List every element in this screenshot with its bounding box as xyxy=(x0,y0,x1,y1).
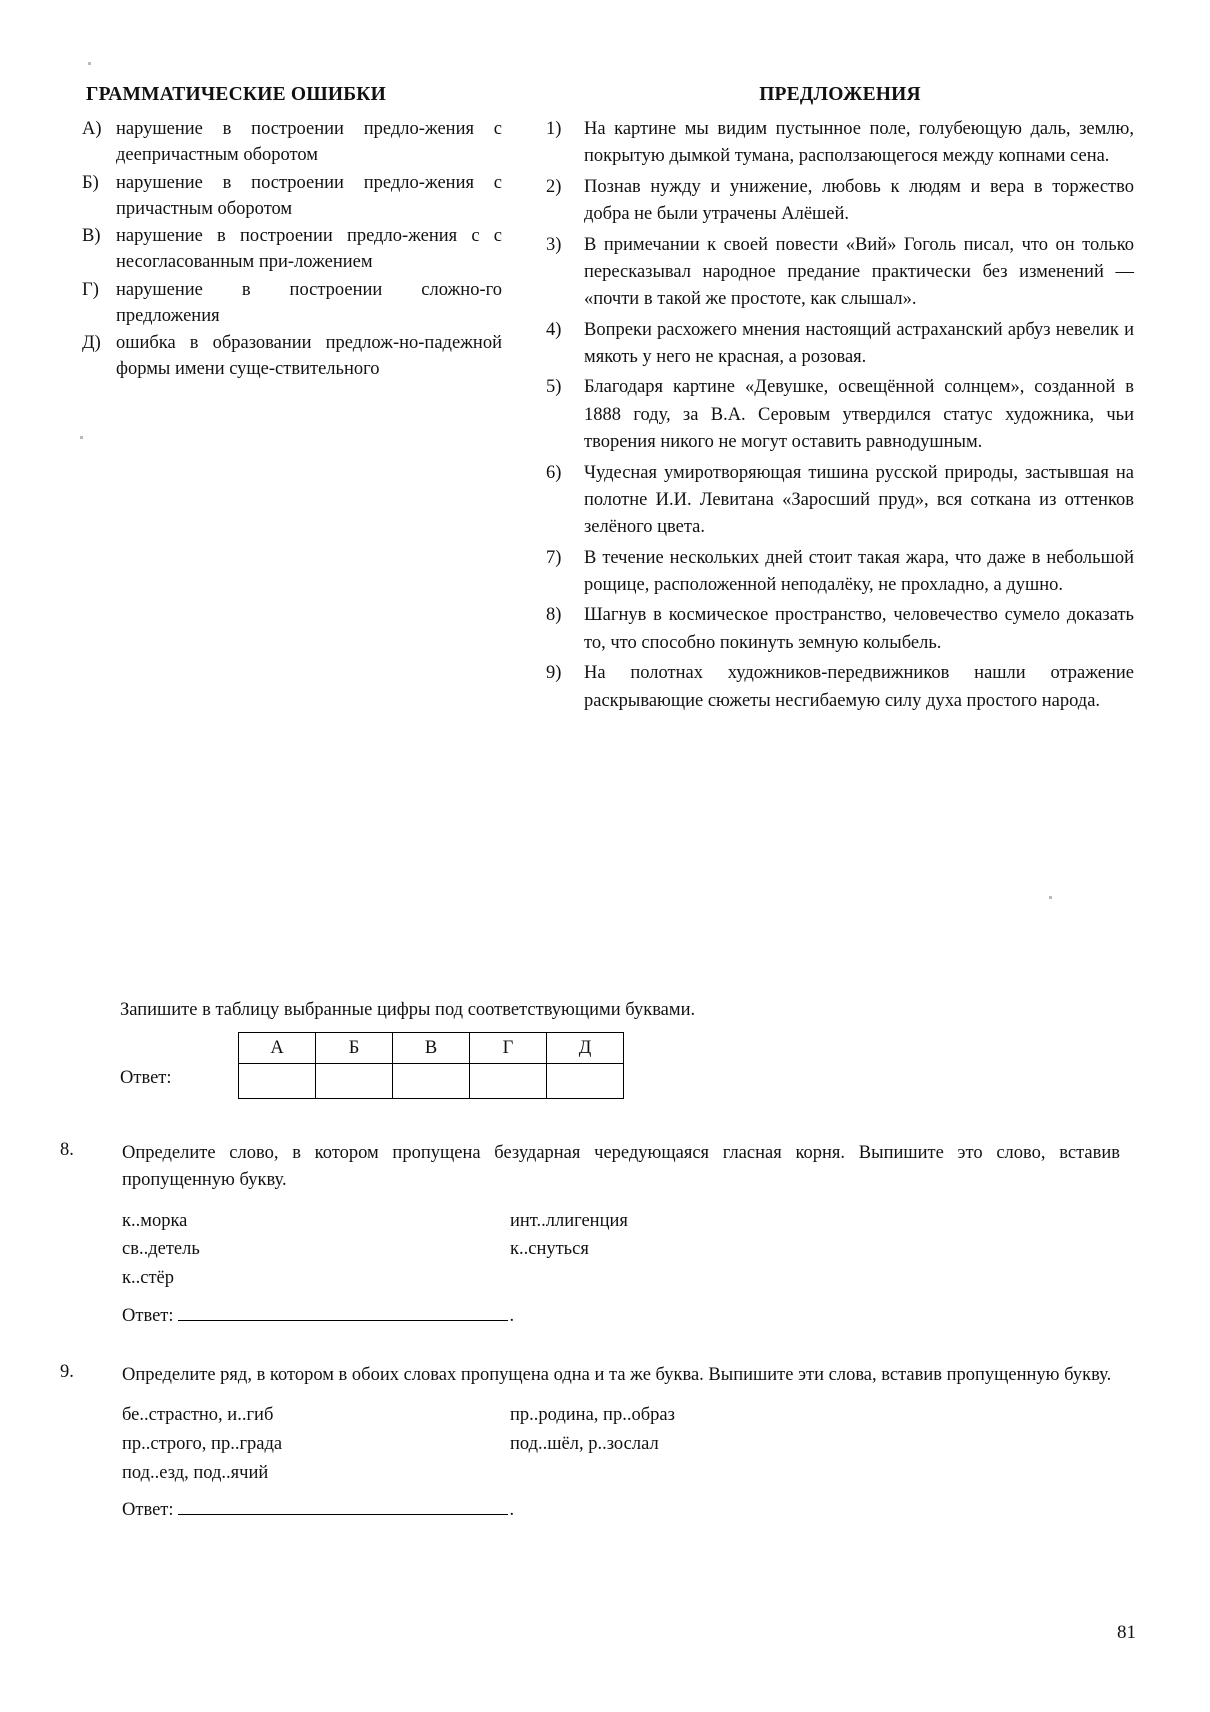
sentences-list xyxy=(546,116,1134,715)
answer-period: . xyxy=(509,1305,515,1326)
item-text: В примечании к своей повести «Вий» Гоголь писал, что он только пересказывал народное предание практически без изменений — «почти в такой же простоте, как слышал». xyxy=(584,234,1134,310)
item-marker: Б) xyxy=(82,172,99,193)
list-item xyxy=(546,460,1134,542)
item-marker: А) xyxy=(82,119,102,139)
list-item xyxy=(82,277,502,330)
answer-period: . xyxy=(509,1500,515,1521)
grammatical-errors-heading: ГРАММАТИЧЕСКИЕ ОШИБКИ xyxy=(86,84,386,105)
list-item xyxy=(546,545,1134,600)
list-item xyxy=(82,170,502,223)
table-row xyxy=(239,1033,624,1064)
word-item: бе..страстно, и..гиб xyxy=(122,1405,274,1426)
table-header-cell: Б xyxy=(316,1033,393,1064)
task-8-number: 8. xyxy=(60,1140,74,1160)
item-text: Познав нужду и унижение, любовь к людям и вера в торжество добра не были утрачены Алёшей. xyxy=(584,176,1134,225)
item-marker: 1) xyxy=(546,119,562,139)
answer-cell[interactable] xyxy=(316,1064,393,1099)
answer-cell[interactable] xyxy=(239,1064,316,1099)
answer-cell[interactable] xyxy=(393,1064,470,1099)
item-text: В течение нескольких дней стоит такая жара, что даже в небольшой рощице, расположенной неподалёку, не прохладно, а душно. xyxy=(584,547,1134,595)
word-item: инт..ллигенция xyxy=(510,1210,628,1231)
task-7-answer-block xyxy=(120,1032,624,1099)
word-item: пр..родина, пр..образ xyxy=(510,1405,675,1426)
task-9-answer-line xyxy=(122,1497,1120,1524)
item-marker: 7) xyxy=(546,547,562,568)
item-marker: 2) xyxy=(546,176,562,197)
word-item: пр..строго, пр..града xyxy=(122,1434,283,1455)
answer-label: Ответ: xyxy=(122,1305,174,1326)
task-9-number: 9. xyxy=(60,1362,74,1382)
grammatical-errors-list xyxy=(82,116,502,383)
task-8 xyxy=(60,1140,1120,1330)
table-header-cell: Д xyxy=(547,1033,624,1064)
item-marker: 4) xyxy=(546,319,562,340)
list-item xyxy=(82,223,502,276)
task-7 xyxy=(82,84,1134,718)
item-marker: В) xyxy=(82,226,101,247)
word-item: к..морка xyxy=(122,1210,188,1231)
answer-label: Ответ: xyxy=(122,1500,174,1521)
item-marker: Д) xyxy=(82,333,101,354)
grammatical-errors-column xyxy=(82,84,502,384)
list-item xyxy=(546,660,1134,715)
table-row xyxy=(239,1064,624,1099)
item-text: ошибка в образовании предлож-но-падежной формы имени суще-ствительного xyxy=(116,333,502,380)
task-8-answer-line xyxy=(122,1303,1120,1330)
item-text: Чудесная умиротворяющая тишина русской природы, застывшая на полотне И.И. Левитана «Заросший пруд», вся соткана из оттенков зелёного цвета. xyxy=(584,462,1134,538)
task-8-stem: Определите слово, в котором пропущена безударная чередующаяся гласная корня. Выпишите это слово, вставив пропущенную букву. xyxy=(122,1143,1120,1191)
answer-label: Ответ: xyxy=(120,1068,172,1088)
answer-cell[interactable] xyxy=(547,1064,624,1099)
word-item: к..снуться xyxy=(510,1239,589,1260)
list-item xyxy=(546,116,1134,171)
task-9-words-column-2 xyxy=(510,1401,1120,1487)
item-marker: 3) xyxy=(546,234,562,255)
item-text: На полотнах художников-передвижников нашли отражение раскрывающие сюжеты несгибаемую силу духа простого народа. xyxy=(584,663,1134,711)
list-item xyxy=(82,330,502,383)
list-item xyxy=(546,317,1134,372)
item-text: Шагнув в космическое пространство, человечество сумело доказать то, что способно покинуть земную колыбель. xyxy=(584,605,1134,653)
scan-speck xyxy=(1049,896,1052,899)
item-text: Вопреки расхожего мнения настоящий астраханский арбуз невелик и мякоть у него не красная, а розовая. xyxy=(584,319,1134,367)
item-marker: 9) xyxy=(546,663,562,684)
word-item: под..шёл, р..зослал xyxy=(510,1434,659,1455)
answer-input[interactable] xyxy=(178,1306,508,1321)
task-9-words xyxy=(122,1401,1120,1487)
item-text: нарушение в построении предло-жения с причастным оборотом xyxy=(116,172,502,219)
scan-speck xyxy=(88,62,91,65)
table-header-cell: Г xyxy=(470,1033,547,1064)
item-marker: 8) xyxy=(546,605,562,626)
sentences-heading: ПРЕДЛОЖЕНИЯ xyxy=(759,84,921,105)
answer-cell[interactable] xyxy=(470,1064,547,1099)
list-item xyxy=(546,602,1134,657)
table-header-cell: А xyxy=(239,1033,316,1064)
item-text: Благодаря картине «Девушке, освещённой солнцем», созданной в 1888 году, за В.А. Серовым утвердился статус художника, чьи творения никого не могут оставить равнодушным. xyxy=(584,377,1134,453)
list-item xyxy=(546,232,1134,314)
task-8-words xyxy=(122,1207,1120,1293)
answer-input[interactable] xyxy=(178,1500,508,1515)
page-number: 81 xyxy=(1117,1622,1136,1643)
list-item xyxy=(546,174,1134,229)
item-marker: 6) xyxy=(546,462,562,483)
word-item: под..езд, под..ячий xyxy=(122,1462,269,1483)
table-header-cell: В xyxy=(393,1033,470,1064)
sentences-column xyxy=(546,84,1134,718)
answer-table xyxy=(238,1032,624,1099)
task-9-words-column-1 xyxy=(122,1401,510,1487)
task-9 xyxy=(60,1362,1120,1525)
item-text: нарушение в построении предло-жения с с несогласованным при-ложением xyxy=(116,226,502,273)
list-item xyxy=(82,116,502,169)
item-text: нарушение в построении сложно-го предложения xyxy=(116,279,502,326)
item-marker: Г) xyxy=(82,279,99,300)
word-item: св..детель xyxy=(122,1239,200,1260)
word-item: к..стёр xyxy=(122,1268,174,1289)
item-text: нарушение в построении предло-жения с деепричастным оборотом xyxy=(116,119,502,166)
item-text: На картине мы видим пустынное поле, голубеющую даль, землю, покрытую дымкой тумана, расползающегося между копнами сена. xyxy=(584,119,1134,167)
item-marker: 5) xyxy=(546,377,562,398)
task-9-stem: Определите ряд, в котором в обоих словах пропущена одна и та же буква. Выпишите эти слова, вставив пропущенную букву. xyxy=(122,1365,1112,1385)
list-item xyxy=(546,374,1134,456)
task-7-instruction: Запишите в таблицу выбранные цифры под соответствующими буквами. xyxy=(120,1000,696,1020)
task-8-words-column-2 xyxy=(510,1207,1120,1293)
task-8-words-column-1 xyxy=(122,1207,510,1293)
